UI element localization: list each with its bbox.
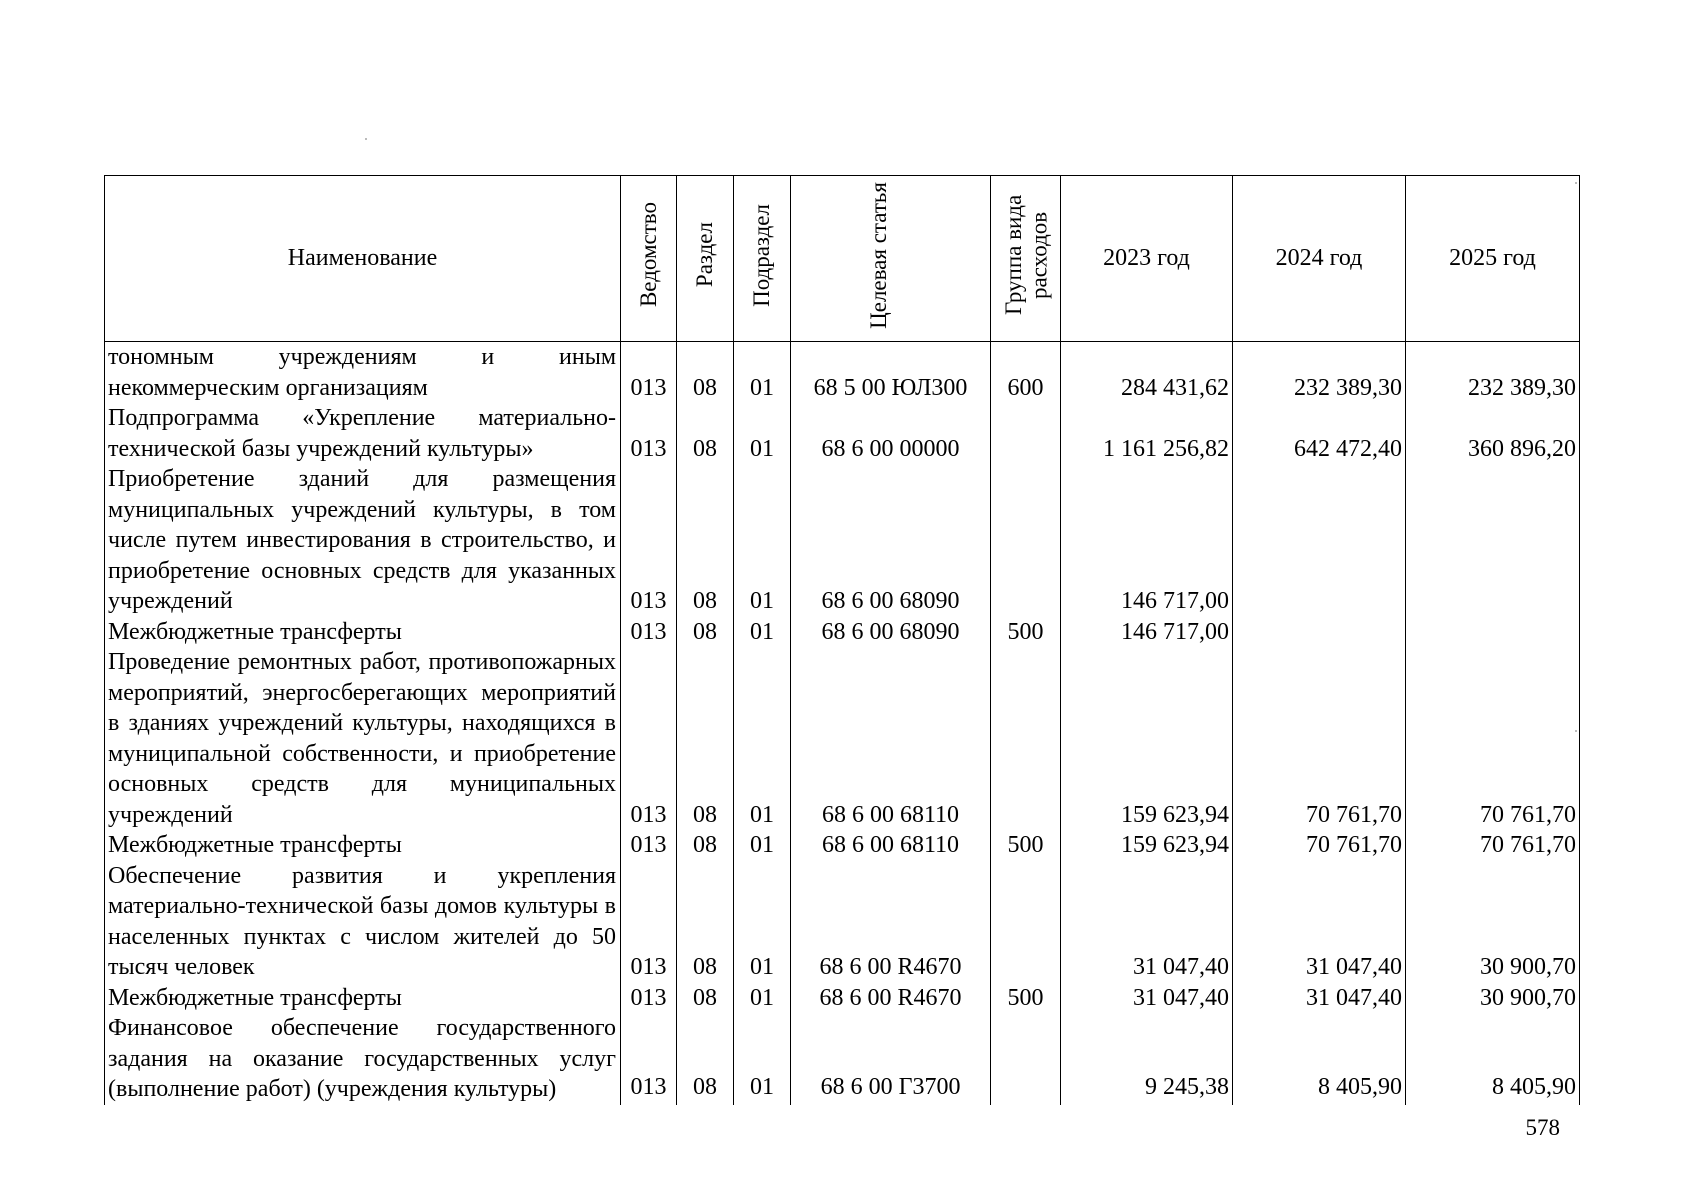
header-2025: 2025 год xyxy=(1406,176,1580,342)
cell-2025: 8 405,90 xyxy=(1406,1013,1580,1105)
cell-department: 013 xyxy=(621,617,677,648)
header-expense-group: Группа вида расходов xyxy=(991,176,1061,342)
cell-subsection: 01 xyxy=(734,617,791,648)
cell-department: 013 xyxy=(621,647,677,830)
header-department: Ведомство xyxy=(621,176,677,342)
cell-2025 xyxy=(1406,464,1580,617)
cell-2023: 159 623,94 xyxy=(1061,647,1233,830)
cell-2024 xyxy=(1233,617,1406,648)
cell-2024: 31 047,40 xyxy=(1233,983,1406,1014)
scan-speck xyxy=(1575,730,1577,732)
cell-target-article: 68 6 00 68110 xyxy=(791,830,991,861)
cell-target-article: 68 6 00 68090 xyxy=(791,617,991,648)
header-section: Раздел xyxy=(677,176,734,342)
cell-subsection: 01 xyxy=(734,403,791,464)
cell-department: 013 xyxy=(621,861,677,983)
cell-expense-group xyxy=(991,861,1061,983)
cell-section: 08 xyxy=(677,464,734,617)
page-number: 578 xyxy=(1525,1115,1560,1140)
cell-name: Обеспечение развития и укрепления материально-технической базы домов культуры в населенных пунктах с числом жителей до 50 тысяч человек xyxy=(105,861,621,983)
scan-speck xyxy=(365,138,367,140)
cell-2023: 146 717,00 xyxy=(1061,464,1233,617)
table-row xyxy=(105,861,1580,983)
cell-2025 xyxy=(1406,617,1580,648)
cell-2023: 284 431,62 xyxy=(1061,342,1233,404)
header-subsection: Подраздел xyxy=(734,176,791,342)
table-row xyxy=(105,617,1580,648)
table-row xyxy=(105,647,1580,830)
cell-target-article: 68 6 00 Г3700 xyxy=(791,1013,991,1105)
cell-expense-group: 500 xyxy=(991,617,1061,648)
cell-expense-group: 500 xyxy=(991,830,1061,861)
cell-department: 013 xyxy=(621,464,677,617)
cell-name: Межбюджетные трансферты xyxy=(105,983,621,1014)
cell-2025: 70 761,70 xyxy=(1406,830,1580,861)
table-row xyxy=(105,983,1580,1014)
cell-target-article: 68 6 00 00000 xyxy=(791,403,991,464)
cell-2024: 232 389,30 xyxy=(1233,342,1406,404)
cell-department: 013 xyxy=(621,983,677,1014)
cell-department: 013 xyxy=(621,342,677,404)
cell-name: Проведение ремонтных работ, противопожарных мероприятий, энергосберегающих мероприятий в зданиях учреждений культуры, находящихся в муниципальной собственности, и приобретение основных средств для муниципальных учреждений xyxy=(105,647,621,830)
cell-expense-group: 600 xyxy=(991,342,1061,404)
cell-2025: 30 900,70 xyxy=(1406,983,1580,1014)
cell-subsection: 01 xyxy=(734,1013,791,1105)
table-row xyxy=(105,830,1580,861)
cell-section: 08 xyxy=(677,342,734,404)
cell-target-article: 68 6 00 68090 xyxy=(791,464,991,617)
cell-target-article: 68 6 00 68110 xyxy=(791,647,991,830)
cell-subsection: 01 xyxy=(734,464,791,617)
cell-section: 08 xyxy=(677,983,734,1014)
cell-expense-group xyxy=(991,647,1061,830)
cell-section: 08 xyxy=(677,403,734,464)
cell-target-article: 68 5 00 ЮЛ300 xyxy=(791,342,991,404)
table-row xyxy=(105,1013,1580,1105)
header-2024: 2024 год xyxy=(1233,176,1406,342)
cell-2025: 232 389,30 xyxy=(1406,342,1580,404)
cell-2024 xyxy=(1233,464,1406,617)
cell-subsection: 01 xyxy=(734,983,791,1014)
cell-subsection: 01 xyxy=(734,861,791,983)
table-header-row xyxy=(105,176,1580,342)
cell-name: Межбюджетные трансферты xyxy=(105,830,621,861)
cell-2023: 159 623,94 xyxy=(1061,830,1233,861)
scan-speck xyxy=(1575,182,1577,184)
cell-expense-group xyxy=(991,403,1061,464)
cell-target-article: 68 6 00 R4670 xyxy=(791,983,991,1014)
cell-2025: 70 761,70 xyxy=(1406,647,1580,830)
cell-2024: 31 047,40 xyxy=(1233,861,1406,983)
cell-section: 08 xyxy=(677,617,734,648)
cell-subsection: 01 xyxy=(734,830,791,861)
header-target-article: Целевая статья xyxy=(791,176,991,342)
table-row xyxy=(105,342,1580,404)
budget-table xyxy=(104,175,1580,1105)
cell-subsection: 01 xyxy=(734,647,791,830)
cell-department: 013 xyxy=(621,830,677,861)
cell-name: Межбюджетные трансферты xyxy=(105,617,621,648)
cell-2023: 31 047,40 xyxy=(1061,983,1233,1014)
cell-name: Приобретение зданий для размещения муниципальных учреждений культуры, в том числе путем инвестирования в строительство, и приобретение основных средств для указанных учреждений xyxy=(105,464,621,617)
cell-2024: 8 405,90 xyxy=(1233,1013,1406,1105)
cell-section: 08 xyxy=(677,647,734,830)
header-2023: 2023 год xyxy=(1061,176,1233,342)
table-row xyxy=(105,464,1580,617)
cell-2023: 146 717,00 xyxy=(1061,617,1233,648)
table-row xyxy=(105,403,1580,464)
header-name: Наименование xyxy=(105,176,621,342)
cell-name: Финансовое обеспечение государственного задания на оказание государственных услуг (выполнение работ) (учреждения культуры) xyxy=(105,1013,621,1105)
cell-2025: 30 900,70 xyxy=(1406,861,1580,983)
cell-target-article: 68 6 00 R4670 xyxy=(791,861,991,983)
cell-2024: 642 472,40 xyxy=(1233,403,1406,464)
cell-expense-group: 500 xyxy=(991,983,1061,1014)
cell-expense-group xyxy=(991,464,1061,617)
cell-subsection: 01 xyxy=(734,342,791,404)
cell-section: 08 xyxy=(677,1013,734,1105)
cell-2024: 70 761,70 xyxy=(1233,830,1406,861)
cell-expense-group xyxy=(991,1013,1061,1105)
cell-2024: 70 761,70 xyxy=(1233,647,1406,830)
cell-section: 08 xyxy=(677,861,734,983)
cell-2025: 360 896,20 xyxy=(1406,403,1580,464)
cell-2023: 9 245,38 xyxy=(1061,1013,1233,1105)
cell-name: тономным учреждениям и иным некоммерческим организациям xyxy=(105,342,621,404)
cell-name: Подпрограмма «Укрепление материально-технической базы учреждений культуры» xyxy=(105,403,621,464)
cell-section: 08 xyxy=(677,830,734,861)
cell-department: 013 xyxy=(621,403,677,464)
cell-department: 013 xyxy=(621,1013,677,1105)
cell-2023: 31 047,40 xyxy=(1061,861,1233,983)
cell-2023: 1 161 256,82 xyxy=(1061,403,1233,464)
